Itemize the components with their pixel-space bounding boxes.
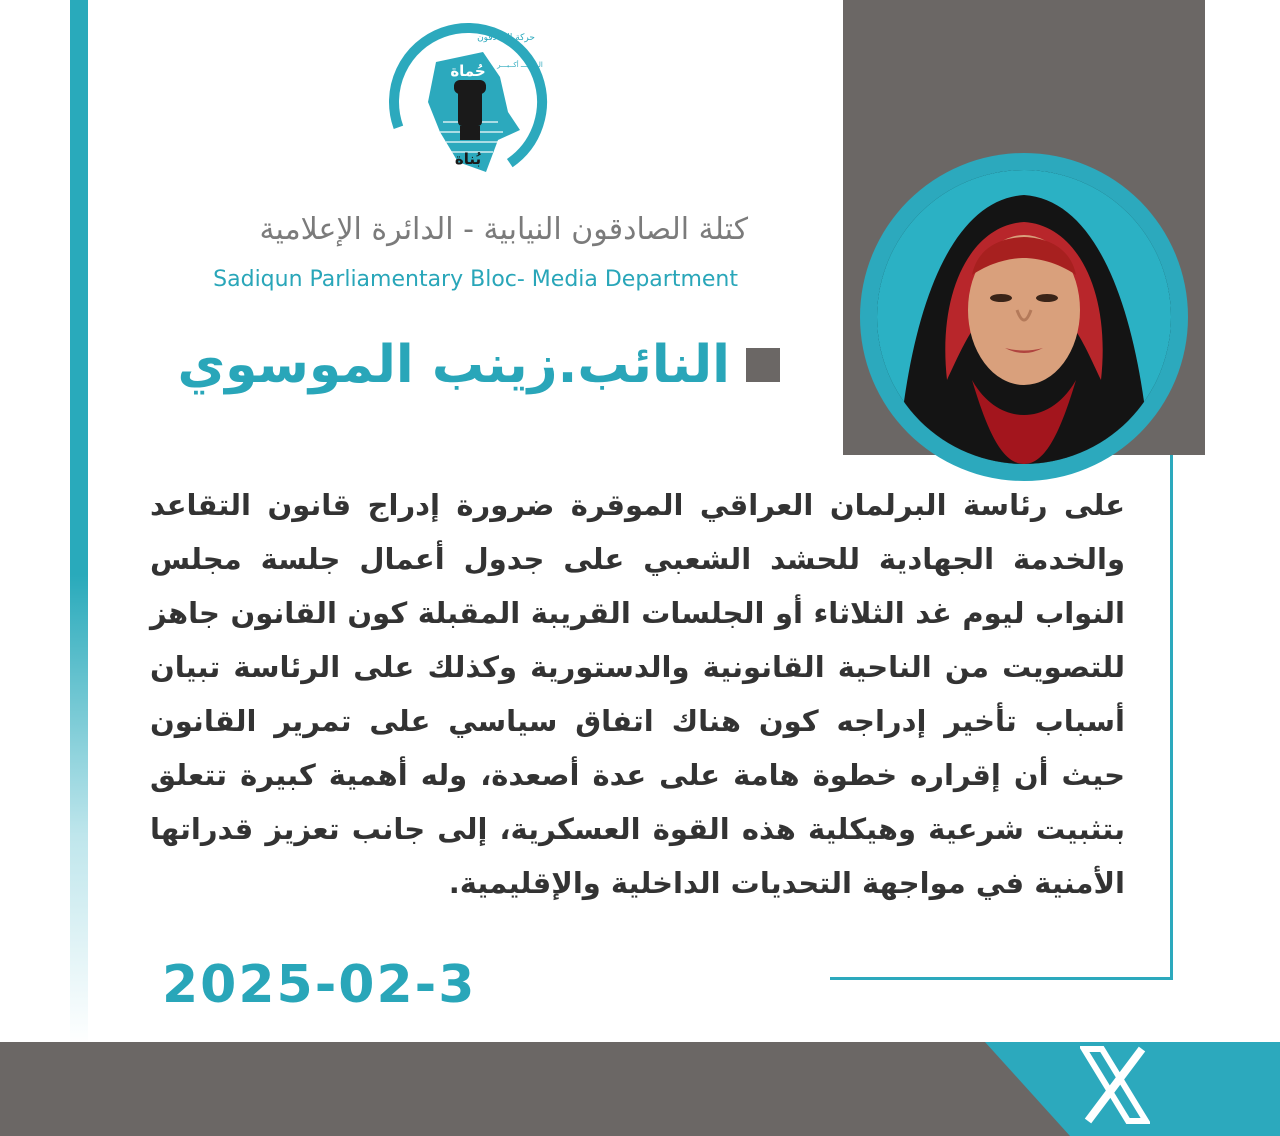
statement-body: [150, 478, 1125, 910]
logo-ring-text-side: الـــلهـــ أكــبـــر: [497, 61, 543, 69]
portrait-illustration: [877, 170, 1171, 464]
speaker-portrait: [877, 170, 1171, 464]
statement-date: 2025-02-3: [162, 955, 477, 1015]
left-accent-bar: [70, 0, 88, 1045]
logo-badge-bottom: بُناة: [454, 150, 482, 168]
bloc-logo: [388, 22, 548, 182]
department-title-arabic: كتلة الصادقون النيابية - الدائرة الإعلامية: [259, 212, 748, 247]
statement-text: على رئاسة البرلمان العراقي الموقرة ضرورة إدراج قانون التقاعد والخدمة الجهادية للحشد الشعبي على جدول أعمال جلسة مجلس النواب ليوم غد الثلاثاء أو الجلسات القريبة المقبلة كون القانون جاهز للتصويت من الناحية القانونية والدستورية وكذلك على الرئاسة تبيان أسباب تأخير إدراجه كون هناك اتفاق سياسي على تمرير القانون حيث أن إقراره خطوة هامة على عدة أصعدة، وله أهمية كبيرة تتعلق بتثبيت شرعية وهيكلية هذه القوة العسكرية، إلى جانب تعزيز قدراتها الأمنية في مواجهة التحديات الداخلية والإقليمية.: [150, 488, 1125, 900]
speaker-name-row: [120, 335, 780, 395]
speaker-name: النائب.زينب الموسوي: [177, 335, 730, 395]
x-logo-icon: [1080, 1045, 1150, 1125]
square-bullet-icon: [746, 348, 780, 382]
fist-map-logo-icon: [388, 22, 548, 182]
logo-badge-top: حُماة: [450, 62, 486, 80]
department-title-english: Sadiqun Parliamentary Bloc- Media Department: [213, 267, 738, 292]
logo-ring-text-top: حركة الصادقون: [477, 33, 535, 43]
